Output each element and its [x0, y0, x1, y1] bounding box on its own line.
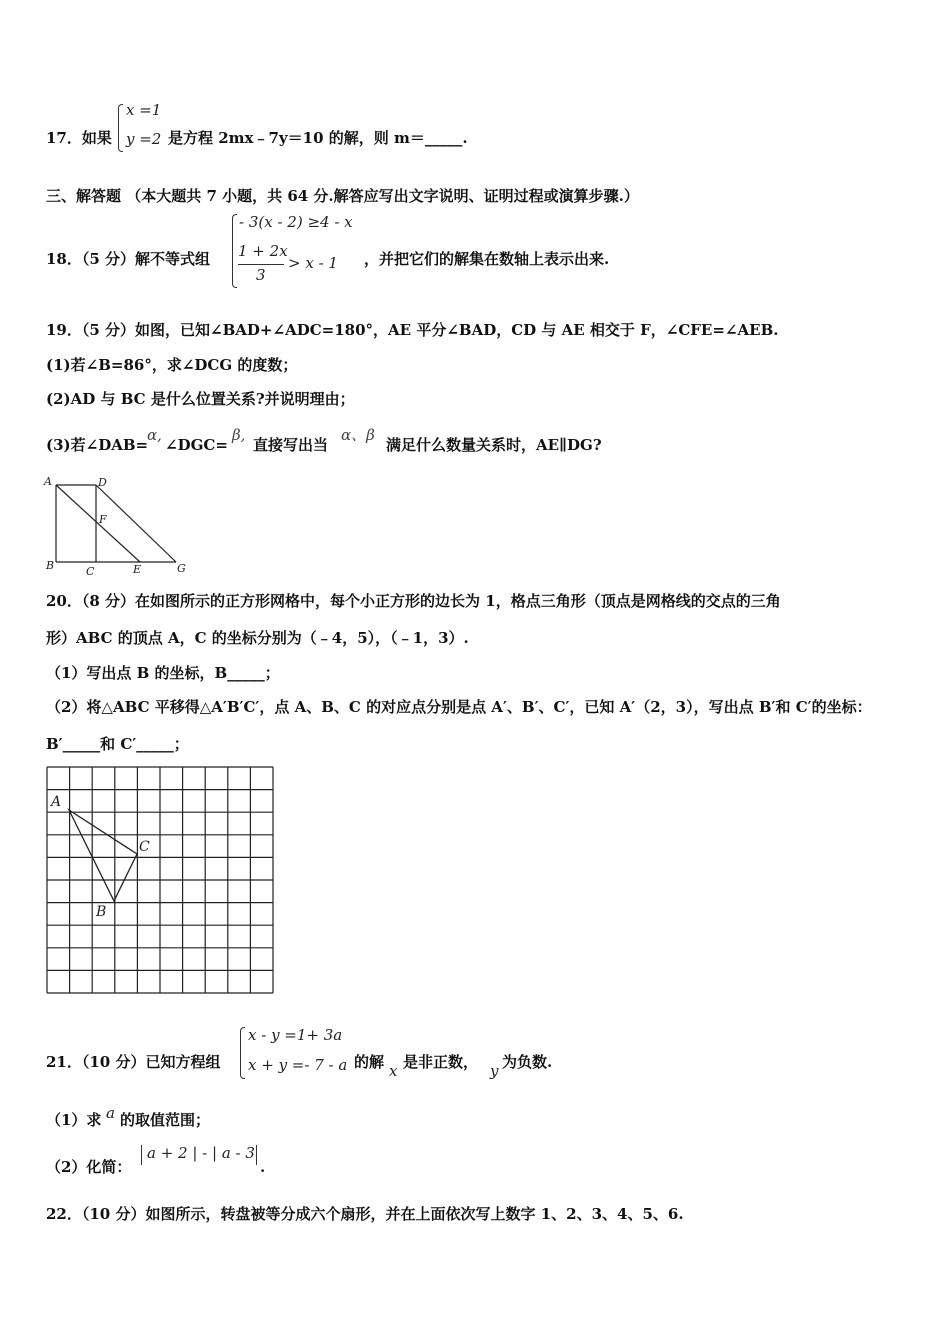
- q19-label-g: G: [177, 562, 186, 575]
- q18-numerator: 1 + 2x: [238, 242, 288, 260]
- q20-part-1: （1）写出点 B 的坐标，B_____；: [46, 664, 280, 682]
- q21-text-c: 为负数.: [502, 1053, 553, 1071]
- q21-text-a: 的解: [354, 1053, 385, 1071]
- q19-label-f: F: [99, 513, 107, 526]
- triangle-abc: [69, 810, 137, 901]
- q21-part-1b: 的取值范围；: [120, 1111, 211, 1129]
- q21-expression: a + 2 | - | a - 3: [147, 1144, 255, 1162]
- q17-number: 17．如果: [46, 129, 112, 147]
- q19-alpha-beta: α、β: [341, 426, 375, 444]
- q21-abs-left-bar: [141, 1145, 142, 1165]
- q20-line-1: 20．（8 分）在如图所示的正方形网格中，每个小正方形的边长为 1，格点三角形（顶点是网格线的交点的三角: [46, 592, 781, 610]
- q19-label-c: C: [86, 565, 95, 578]
- q21-period: .: [260, 1158, 266, 1176]
- q21-equation-1: x - y =1+ 3a: [248, 1026, 343, 1044]
- q19-label-b: B: [46, 559, 55, 572]
- q18-system-brace: [232, 214, 237, 288]
- q20-part-2-answer: B′_____和 C′_____；: [46, 735, 189, 753]
- q17-system-brace: [118, 104, 123, 152]
- q18-text: ，并把它们的解集在数轴上表示出来.: [364, 250, 610, 268]
- q21-text-b: 是非正数，: [403, 1053, 479, 1071]
- q21-var-x: x: [389, 1062, 398, 1080]
- q18-inequality-1: - 3(x - 2) ≥4 - x: [239, 213, 353, 231]
- section-title: 三、解答题 （本大题共 7 小题，共 64 分.解答应写出文字说明、证明过程或演算步骤.）: [46, 187, 639, 205]
- q19-stem: 19．（5 分）如图，已知∠BAD+∠ADC=180°，AE 平分∠BAD，CD 与 AE 相交于 F，∠CFE=∠AEB.: [46, 321, 779, 339]
- q17-equation-1: x =1: [126, 101, 162, 119]
- q21-equation-2: x + y =- 7 - a: [248, 1056, 348, 1074]
- q17-text: 是方程 2mx﹣7y＝10 的解，则 m＝_____.: [168, 129, 468, 147]
- q19-label-a: A: [44, 475, 52, 488]
- grid-label-c: C: [139, 839, 150, 855]
- q20-grid-figure: [40, 760, 280, 1000]
- q19-part-3a: (3)若∠DAB=: [46, 436, 149, 454]
- q19-part-2: (2)AD 与 BC 是什么位置关系?并说明理由；: [46, 390, 355, 408]
- q22-text: 22．（10 分）如图所示，转盘被等分成六个扇形，并在上面依次写上数字 1、2、3、4、5、6.: [46, 1205, 684, 1223]
- q19-label-e: E: [133, 563, 142, 576]
- q21-number: 21．（10 分）已知方程组: [46, 1053, 221, 1071]
- grid-label-b: B: [96, 904, 107, 920]
- grid-label-a: A: [51, 794, 62, 810]
- q19-part-3b: ∠DGC=: [165, 436, 228, 454]
- q18-fraction-bar: [238, 264, 284, 265]
- q19-part-3c: 直接写出当: [253, 436, 329, 454]
- q19-part-3d: 满足什么数量关系时，AE∥DG?: [386, 436, 602, 454]
- q20-line-2: 形）ABC 的顶点 A，C 的坐标分别为（﹣4，5），（﹣1，3）.: [46, 629, 469, 647]
- q21-part-1a: （1）求: [46, 1111, 102, 1129]
- q20-part-2: （2）将△ABC 平移得△A′B′C′，点 A、B、C 的对应点分别是点 A′、B′、C′，已知 A′（2，3），写出点 B′和 C′的坐标：: [46, 698, 872, 716]
- q19-label-d: D: [98, 476, 107, 489]
- q19-figure: [40, 474, 200, 578]
- q19-beta: β,: [232, 426, 246, 444]
- q21-var-y: y: [490, 1062, 499, 1080]
- q21-abs-right-bar: [256, 1145, 257, 1165]
- q18-rhs: > x - 1: [288, 254, 338, 272]
- q21-part-2: （2）化简：: [46, 1158, 132, 1176]
- q21-system-brace: [240, 1027, 245, 1079]
- q18-denominator: 3: [256, 266, 266, 284]
- q19-part-1: (1)若∠B=86°，求∠DCG 的度数；: [46, 356, 298, 374]
- q21-var-a: a: [106, 1104, 115, 1122]
- q17-equation-2: y =2: [126, 130, 162, 148]
- q19-alpha: α,: [147, 426, 162, 444]
- q18-number: 18．（5 分）解不等式组: [46, 250, 211, 268]
